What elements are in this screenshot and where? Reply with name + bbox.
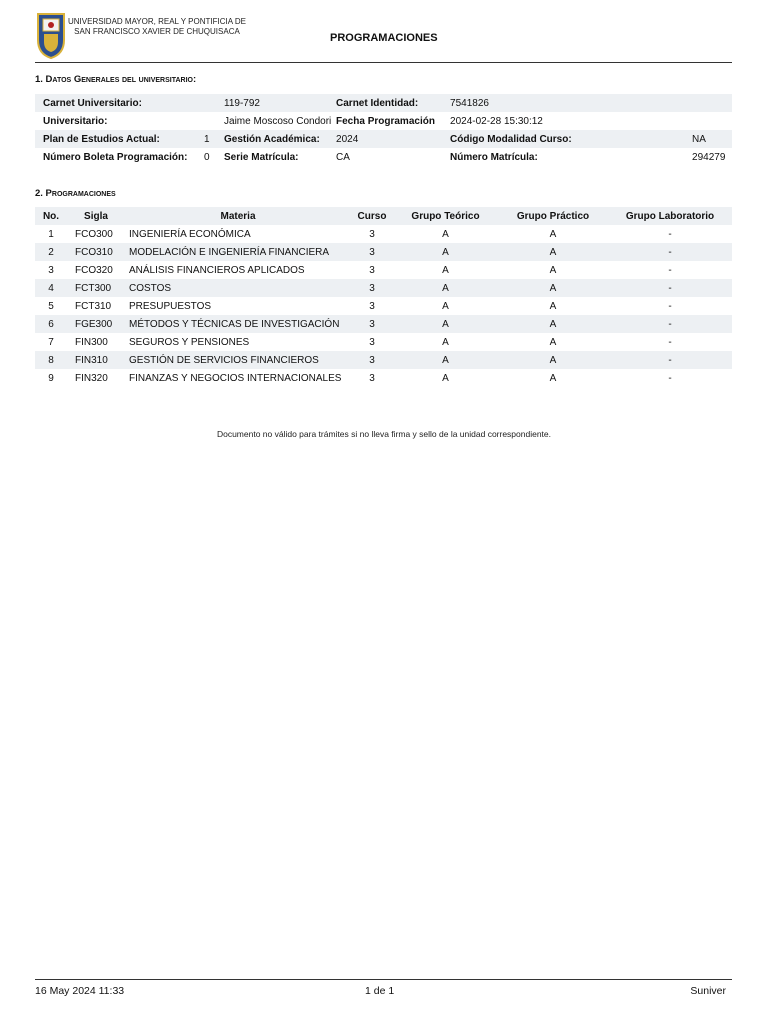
cell-no: 3 bbox=[48, 264, 54, 276]
cell-sigla: FIN310 bbox=[67, 351, 125, 369]
carnet-identidad-label: Carnet Identidad: bbox=[328, 94, 442, 112]
page-title: PROGRAMACIONES bbox=[330, 32, 438, 44]
cell-materia: GESTIÓN DE SERVICIOS FINANCIEROS bbox=[125, 351, 351, 369]
universitario-value: Jaime Moscoso Condori bbox=[224, 115, 332, 127]
column-header-sigla: Sigla bbox=[67, 207, 125, 225]
cell-sigla: FIN320 bbox=[75, 372, 108, 384]
university-name: UNIVERSIDAD MAYOR, REAL Y PONTIFICIA DE SAN FRANCISCO XAVIER DE CHUQUISACA bbox=[68, 17, 246, 36]
gestion-academica-value: 2024 bbox=[328, 130, 442, 148]
cell-grupo-laboratorio: - bbox=[608, 315, 732, 333]
fecha-programacion-label: Fecha Programación bbox=[336, 115, 435, 127]
cell-no: 2 bbox=[35, 243, 67, 261]
cell-curso: 3 bbox=[369, 228, 375, 240]
cell-curso: 3 bbox=[351, 351, 393, 369]
table-header-row bbox=[35, 207, 732, 225]
cell-curso: 3 bbox=[351, 243, 393, 261]
cell-materia: PRESUPUESTOS bbox=[129, 300, 212, 312]
cell-grupo-teorico: A bbox=[442, 372, 449, 384]
codigo-modalidad-value: NA bbox=[684, 130, 732, 148]
cell-materia: COSTOS bbox=[125, 279, 351, 297]
column-header-grupo-practico: Grupo Práctico bbox=[498, 207, 608, 225]
cell-curso: 3 bbox=[369, 372, 375, 384]
cell-materia: FINANZAS Y NEGOCIOS INTERNACIONALES bbox=[129, 372, 342, 384]
cell-no: 6 bbox=[35, 315, 67, 333]
cell-grupo-laboratorio: - bbox=[668, 300, 672, 312]
general-row-1 bbox=[35, 94, 732, 112]
table-row bbox=[35, 261, 732, 279]
cell-no: 9 bbox=[48, 372, 54, 384]
cell-curso: 3 bbox=[351, 315, 393, 333]
cell-grupo-laboratorio: - bbox=[668, 372, 672, 384]
serie-matricula-label: Serie Matrícula: bbox=[224, 151, 299, 163]
programaciones-table bbox=[35, 207, 732, 387]
cell-grupo-practico: A bbox=[549, 336, 557, 348]
codigo-modalidad-label: Código Modalidad Curso: bbox=[442, 130, 684, 148]
validity-note: Documento no válido para trámites si no lleva firma y sello de la unidad correspondiente. bbox=[216, 429, 552, 439]
university-seal-icon bbox=[35, 10, 67, 60]
cell-materia: ANÁLISIS FINANCIEROS APLICADOS bbox=[129, 264, 305, 276]
cell-grupo-practico: A bbox=[549, 264, 557, 276]
cell-curso: 3 bbox=[369, 300, 375, 312]
table-row bbox=[35, 333, 732, 351]
cell-grupo-teorico: A bbox=[442, 300, 449, 312]
cell-grupo-teorico: A bbox=[393, 243, 498, 261]
footer-date: 16 May 2024 11:33 bbox=[35, 985, 125, 997]
numero-matricula-label: Número Matrícula: bbox=[450, 151, 538, 163]
cell-grupo-practico: A bbox=[498, 351, 608, 369]
table-row bbox=[35, 243, 732, 261]
column-header-curso: Curso bbox=[351, 207, 393, 225]
cell-materia: MÉTODOS Y TÉCNICAS DE INVESTIGACIÓN bbox=[125, 315, 351, 333]
cell-grupo-laboratorio: - bbox=[668, 228, 672, 240]
cell-grupo-teorico: A bbox=[442, 264, 449, 276]
cell-grupo-practico: A bbox=[498, 315, 608, 333]
numero-boleta-label: Número Boleta Programación: bbox=[43, 151, 188, 163]
general-row-4 bbox=[35, 148, 732, 166]
cell-grupo-laboratorio: - bbox=[668, 336, 672, 348]
cell-grupo-practico: A bbox=[549, 300, 557, 312]
programaciones-section-title: 2. Programaciones bbox=[35, 188, 116, 199]
fecha-programacion-value: 2024-02-28 15:30:12 bbox=[450, 115, 543, 127]
universitario-label: Universitario: bbox=[43, 115, 108, 127]
column-header-grupo-teorico: Grupo Teórico bbox=[393, 207, 498, 225]
column-header-no: No. bbox=[35, 207, 67, 225]
table-row bbox=[35, 297, 732, 315]
serie-matricula-value: CA bbox=[336, 151, 350, 163]
general-data-table bbox=[35, 94, 732, 166]
cell-grupo-practico: A bbox=[498, 279, 608, 297]
table-row bbox=[35, 351, 732, 369]
carnet-identidad-value: 7541826 bbox=[442, 94, 732, 112]
cell-materia: INGENIERÍA ECONÓMICA bbox=[129, 228, 251, 240]
table-row bbox=[35, 369, 732, 387]
cell-grupo-teorico: A bbox=[393, 351, 498, 369]
cell-curso: 3 bbox=[351, 279, 393, 297]
footer-page-number: 1 de 1 bbox=[365, 985, 395, 997]
numero-boleta-value: 0 bbox=[204, 151, 210, 163]
cell-sigla: FCT310 bbox=[75, 300, 112, 312]
cell-sigla: FGE300 bbox=[67, 315, 125, 333]
general-data-section-title: 1. Datos Generales del universitario: bbox=[35, 74, 197, 85]
cell-grupo-laboratorio: - bbox=[608, 279, 732, 297]
carnet-universitario-label: Carnet Universitario: bbox=[35, 94, 216, 112]
cell-grupo-laboratorio: - bbox=[608, 243, 732, 261]
table-row bbox=[35, 225, 732, 243]
plan-estudios-value: 1 bbox=[196, 130, 216, 148]
programaciones-table-body bbox=[35, 225, 732, 387]
general-row-2 bbox=[35, 112, 732, 130]
table-row bbox=[35, 279, 732, 297]
page-footer bbox=[35, 979, 732, 1004]
cell-grupo-teorico: A bbox=[442, 336, 449, 348]
table-row bbox=[35, 315, 732, 333]
cell-sigla: FCO300 bbox=[75, 228, 113, 240]
cell-materia: SEGUROS Y PENSIONES bbox=[129, 336, 250, 348]
cell-grupo-teorico: A bbox=[393, 279, 498, 297]
cell-no: 7 bbox=[48, 336, 54, 348]
cell-no: 8 bbox=[35, 351, 67, 369]
column-header-grupo-laboratorio: Grupo Laboratorio bbox=[608, 207, 732, 225]
cell-no: 1 bbox=[48, 228, 54, 240]
cell-grupo-laboratorio: - bbox=[608, 351, 732, 369]
carnet-universitario-value: 119-792 bbox=[216, 94, 328, 112]
cell-sigla: FCO310 bbox=[67, 243, 125, 261]
cell-curso: 3 bbox=[369, 336, 375, 348]
gestion-academica-label: Gestión Académica: bbox=[216, 130, 328, 148]
cell-sigla: FCT300 bbox=[67, 279, 125, 297]
cell-grupo-practico: A bbox=[498, 243, 608, 261]
general-row-3 bbox=[35, 130, 732, 148]
column-header-materia: Materia bbox=[125, 207, 351, 225]
cell-no: 5 bbox=[48, 300, 54, 312]
cell-grupo-laboratorio: - bbox=[668, 264, 672, 276]
cell-no: 4 bbox=[35, 279, 67, 297]
numero-matricula-value: 294279 bbox=[692, 151, 726, 163]
cell-grupo-teorico: A bbox=[442, 228, 449, 240]
footer-system-name: Suniver bbox=[690, 985, 726, 997]
plan-estudios-label: Plan de Estudios Actual: bbox=[35, 130, 196, 148]
cell-sigla: FCO320 bbox=[75, 264, 113, 276]
cell-grupo-practico: A bbox=[549, 372, 557, 384]
cell-grupo-teorico: A bbox=[393, 315, 498, 333]
cell-grupo-practico: A bbox=[549, 228, 557, 240]
cell-sigla: FIN300 bbox=[75, 336, 108, 348]
cell-curso: 3 bbox=[369, 264, 375, 276]
document-header bbox=[35, 10, 732, 63]
cell-materia: MODELACIÓN E INGENIERÍA FINANCIERA bbox=[125, 243, 351, 261]
